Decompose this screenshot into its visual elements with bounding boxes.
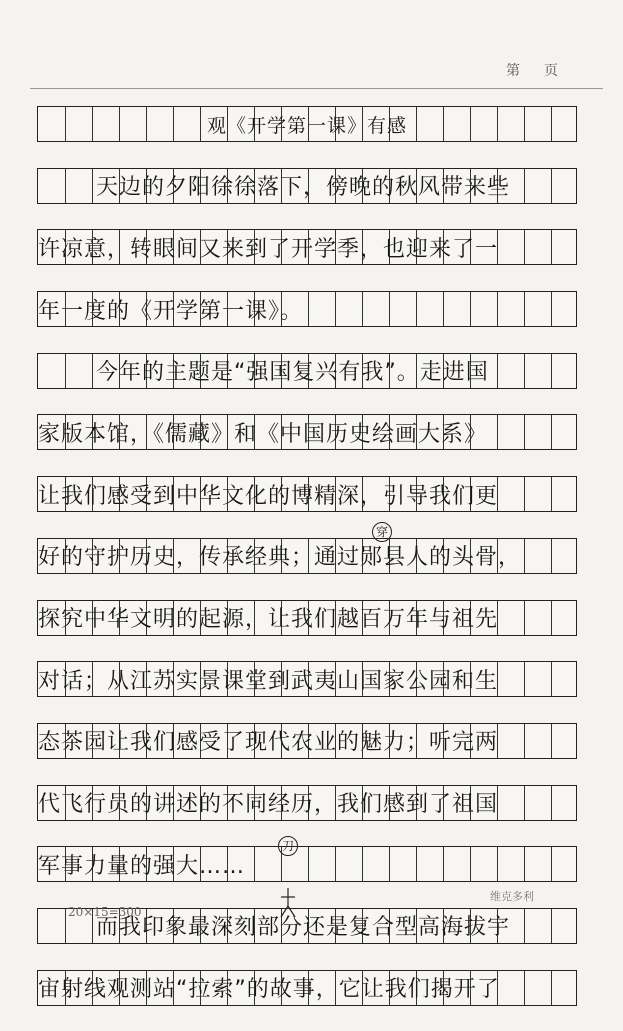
essay-line: 今年的主题是“强国复兴有我”。走进国 [96,360,489,386]
top-rule [30,88,603,89]
stick-figure-doodle [278,888,298,918]
text-row [37,291,577,327]
page-prefix: 第 [506,63,522,79]
essay-line: 探究中华文明的起源，让我们越百万年与祖先 [38,607,499,632]
essay-line: 许凉意，转眼间又来到了开学季，也迎来了一 [38,236,499,262]
correction-mark: 穿 [372,522,392,542]
essay-line: 天边的夕阳徐徐落下，傍晚的秋风带来些 [96,175,511,201]
essay-line: 对话；从江苏实景课堂到武夷山国家公园和生 [38,668,499,694]
text-row [37,476,577,512]
text-row [37,538,577,574]
text-row [37,723,577,759]
text-row [37,168,577,204]
correction-mark: 刀 [278,836,298,856]
essay-title: 观《开学第一课》有感 [206,114,407,137]
page-number-label [506,60,560,80]
essay-line: 军事力量的强大…… [38,853,246,879]
text-row [37,970,577,1006]
text-row [37,785,577,821]
text-row [37,414,577,450]
page-suffix: 页 [544,63,560,79]
essay-line: 代飞行员的讲述的不同经历，我们感到了祖国 [38,792,499,818]
text-row [37,353,577,389]
title-row [37,106,577,142]
essay-line: 而我印象最深刻部分还是复合型高海拔宇 [96,915,511,941]
essay-line: 年一度的《开学第一课》。 [38,298,304,324]
publisher-label: 维克多利 [490,890,534,903]
text-row [37,600,577,636]
essay-line: 让我们感受到中华文化的博精深，引导我们更 [38,483,499,509]
essay-line: 好的守护历史，传承经典；通过郧县人的头骨， [38,545,522,571]
grid-spec-label: 20×15=300 [68,905,142,919]
text-row [37,846,577,882]
essay-line: 态茶园让我们感受了现代农业的魅力；听完两 [38,730,499,756]
text-row [37,661,577,697]
essay-line: 家版本馆，《儒藏》和《中国历史绘画大系》 [38,421,488,447]
essay-line: 宙射线观测站“拉索”的故事，它让我们揭开了 [38,977,500,1003]
text-row [37,229,577,265]
